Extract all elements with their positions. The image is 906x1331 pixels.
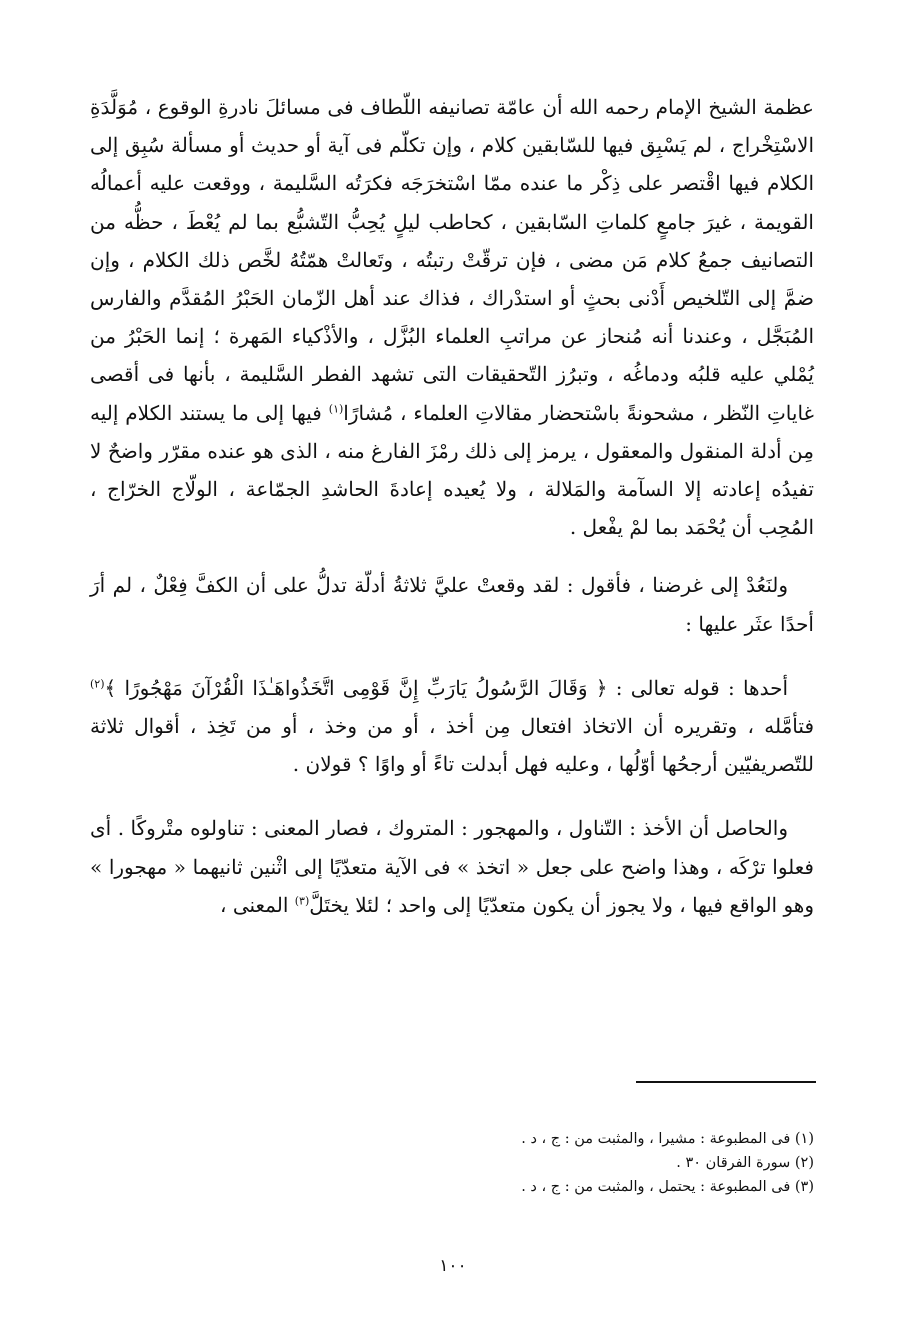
footnote-ref: (٣)	[294, 894, 310, 908]
page-body	[90, 88, 814, 1288]
paragraph-text: ولنَعُدْ إلى غرضنا ، فأقول : لقد وقعتْ عليَّ ثلاثةُ أدلّة تدلُّ على أن الكفَّ فِعْلٌ ، لم أرَ أحدًا عثَر عليها :	[90, 573, 814, 636]
footnotes-list	[90, 1127, 814, 1199]
paragraph-text: المعنى ،	[220, 892, 295, 917]
paragraph-text: والحاصل أن الأخذ : التّناول ، والمهجور : المتروك ، فصار المعنى : تناولوه متْروكًا . أى فعلوا ترْكَه ، وهذا واضح على جعل « اتخذ » فى الآية متعدّيًا إلى اثْنين ثانيهما « مهجورا » وهو الواقع فيها ، ولا يجوز أن يكون متعدّيًا إلى واحد ؛ لئلا يختَلَّ	[90, 816, 814, 917]
footnote-item: (٣) فى المطبوعة : يحتمل ، والمثبت من : ج ، د .	[521, 1179, 814, 1195]
paragraph-4	[90, 809, 814, 924]
footnote-ref: (١)	[328, 401, 344, 415]
footnote-item: (٢) سورة الفرقان ٣٠ .	[676, 1155, 814, 1171]
footnote-divider	[636, 1081, 816, 1083]
paragraph-1	[90, 88, 814, 546]
paragraph-3	[90, 669, 814, 784]
footnote-ref: (٢)	[90, 677, 105, 691]
page-number: ١٠٠	[439, 1256, 467, 1276]
paragraph-text: أحدها : قوله تعالى : ﴿ وَقَالَ الرَّسُولُ يَارَبِّ إِنَّ قَوْمِى اتَّخَذُواهَـٰذَا الْقُرْآنَ مَهْجُورًا ﴾	[104, 675, 788, 700]
footnote-item: (١) فى المطبوعة : مشيرا ، والمثبت من : ج ، د .	[521, 1131, 814, 1147]
paragraph-text: فيها إلى ما يستند الكلام إليه مِن أدلة المنقول والمعقول ، يرمز إلى ذلك رمْزَ الفارغ منه ، الذى هو عنده مقرّر واضحٌ لا تفيدُه إعادته إلا السآمة والمَلالة ، ولا يُعيده إعادةَ الحاشدِ الجمّاعة ، الولّاج الخرّاج ، المُحِب أن يُحْمَد بما لمْ يفْعل .	[90, 400, 814, 540]
paragraph-text: عظمة الشيخ الإمام رحمه الله أن عامّة تصانيفه اللّطاف فى مسائلَ نادرةِ الوقوع ، مُوَلَّدَةِ الاسْتِخْراج ، لم يَسْبِق فيها للسّابقين كلام ، وإن تكلّم فى آية أو حديث أو مسألة سُبِق إلى الكلام فيها اقْتصر على ذِكْر ما عنده ممّا اسْتخرَجَه فكرَتُه السَّليمة ، ووقعت عليه أعمالُه القويمة ، غيرَ جامعٍ كلماتِ السّابقين ، كحاطب ليلٍ يُحِبُّ التّشبُّع بما لم يُعْطَ ، حظُّه من التصانيف جمعُ كلام مَن مضى ، فإن ترقّتْ رتبتُه ، وتَعالتْ همّتُهُ لخَّص ذلك الكلام ، وإن ضمَّ إلى التّلخيص أَدْنى بحثٍ أو استدْراك ، فذاك عند أهل الزّمان الحَبْرُ المُقدَّم والفارس المُبَجَّل ، وعندنا أنه مُنحاز عن مراتبِ العلماء البُزَّل ، والأذْكياء المَهرة ؛ إنما الحَبْرُ من يُمْلي عليه قلبُه ودماغُه ، وتبرُز التّحقيقات التى تشهد الفطر السَّليمة ، بأنها فى أقصى غاياتِ النّظر ، مشحونةً باسْتحضار مقالاتِ العلماء ، مُشارًا	[90, 95, 815, 425]
paragraph-2	[90, 566, 814, 642]
paragraph-text: فتأمَّله ، وتقريره أن الاتخاذ افتعال مِن أخذ ، أو من وخذ ، أو من تَخِذ ، أقوال ثلاثة للتّصريفيّين أرجحُها أوّلُها ، وعليه فهل أبدلت تاءً أو واوًا ؟ قولان .	[90, 714, 814, 777]
